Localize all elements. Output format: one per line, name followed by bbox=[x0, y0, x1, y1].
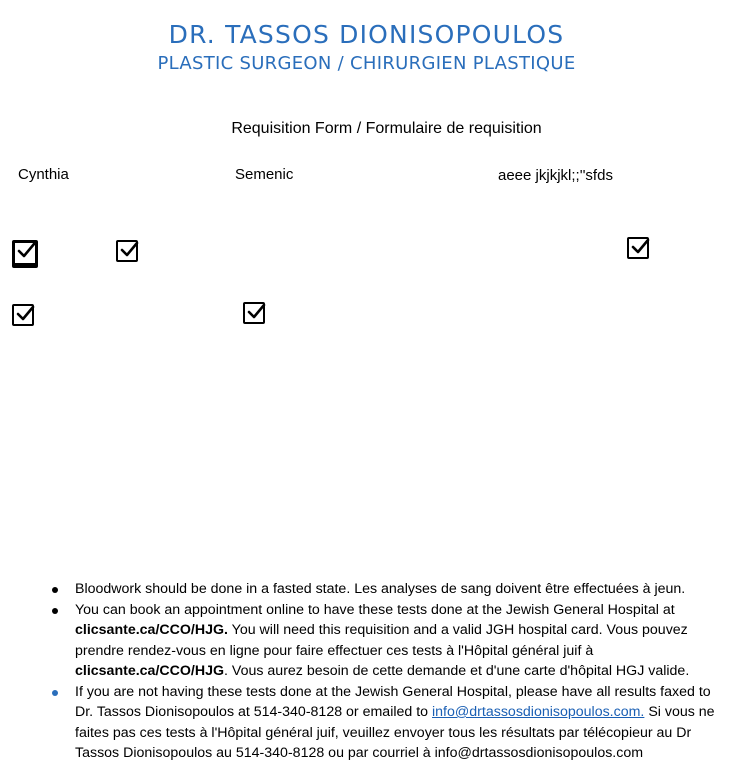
booking-note-text: You can book an appointment online to have these tests done at the Jewish General Hospital at bbox=[75, 601, 675, 618]
fasting-note: Bloodwork should be done in a fasted state. Les analyses de sang doivent être effectuées à jeun. bbox=[75, 581, 686, 597]
checkmark-icon bbox=[16, 241, 36, 261]
email-link[interactable]: info@drtassosdionisopoulos.com. bbox=[432, 704, 645, 720]
test-checkbox-3[interactable] bbox=[627, 237, 649, 259]
results-note-text: If you are not having these tests done at the Jewish General Hospital, please have all results faxed to Dr. Tassos Dionisopoulos at 514-340-8128 or emailed to bbox=[75, 683, 711, 720]
doctor-name: DR. TASSOS DIONISOPOULOS bbox=[168, 20, 565, 49]
test-checkbox-5[interactable] bbox=[243, 302, 265, 324]
last-name-field[interactable]: Semenic bbox=[235, 166, 294, 183]
list-item bbox=[52, 600, 732, 682]
list-item bbox=[52, 682, 732, 764]
bullet-icon bbox=[52, 587, 58, 593]
other-field[interactable]: aeee jkjkjkl;;''sfds bbox=[498, 167, 613, 184]
instructions-list bbox=[52, 579, 732, 764]
checkmark-icon bbox=[630, 237, 650, 257]
booking-site-link-fr: clicsante.ca/CCO/HJG bbox=[75, 663, 225, 679]
doctor-specialty: PLASTIC SURGEON / CHIRURGIEN PLASTIQUE bbox=[157, 53, 576, 74]
test-checkbox-2[interactable] bbox=[116, 240, 138, 262]
first-name-field[interactable]: Cynthia bbox=[18, 166, 69, 183]
checkmark-icon bbox=[119, 240, 139, 260]
bullet-icon bbox=[52, 690, 58, 696]
checkmark-icon bbox=[246, 302, 266, 322]
booking-site-link: clicsante.ca/CCO/HJG. bbox=[75, 622, 228, 638]
test-checkbox-1[interactable] bbox=[12, 240, 38, 266]
list-item bbox=[52, 579, 732, 600]
bullet-icon bbox=[52, 608, 58, 614]
booking-note-text: You will need this requisition and a valid JGH hospital card. Vous pouvez prendre rendez-vous en ligne pour faire effectuer ces tests à l'Hôpital général juif à bbox=[75, 622, 688, 659]
test-checkbox-4[interactable] bbox=[12, 304, 34, 326]
form-title: Requisition Form / Formulaire de requisition bbox=[231, 120, 542, 137]
results-note-text: Si vous ne faites pas ces tests à l'Hôpital général juif, veuillez envoyer tous les résultats par télécopieur au Dr Tassos Dionisopoulos au 514-340-8128 ou par courriel à info@drtassosdionisopoulos.com bbox=[75, 704, 715, 761]
checkmark-icon bbox=[15, 304, 35, 324]
booking-note-text: . Vous aurez besoin de cette demande et d'une carte d'hôpital HGJ valide. bbox=[224, 663, 690, 679]
